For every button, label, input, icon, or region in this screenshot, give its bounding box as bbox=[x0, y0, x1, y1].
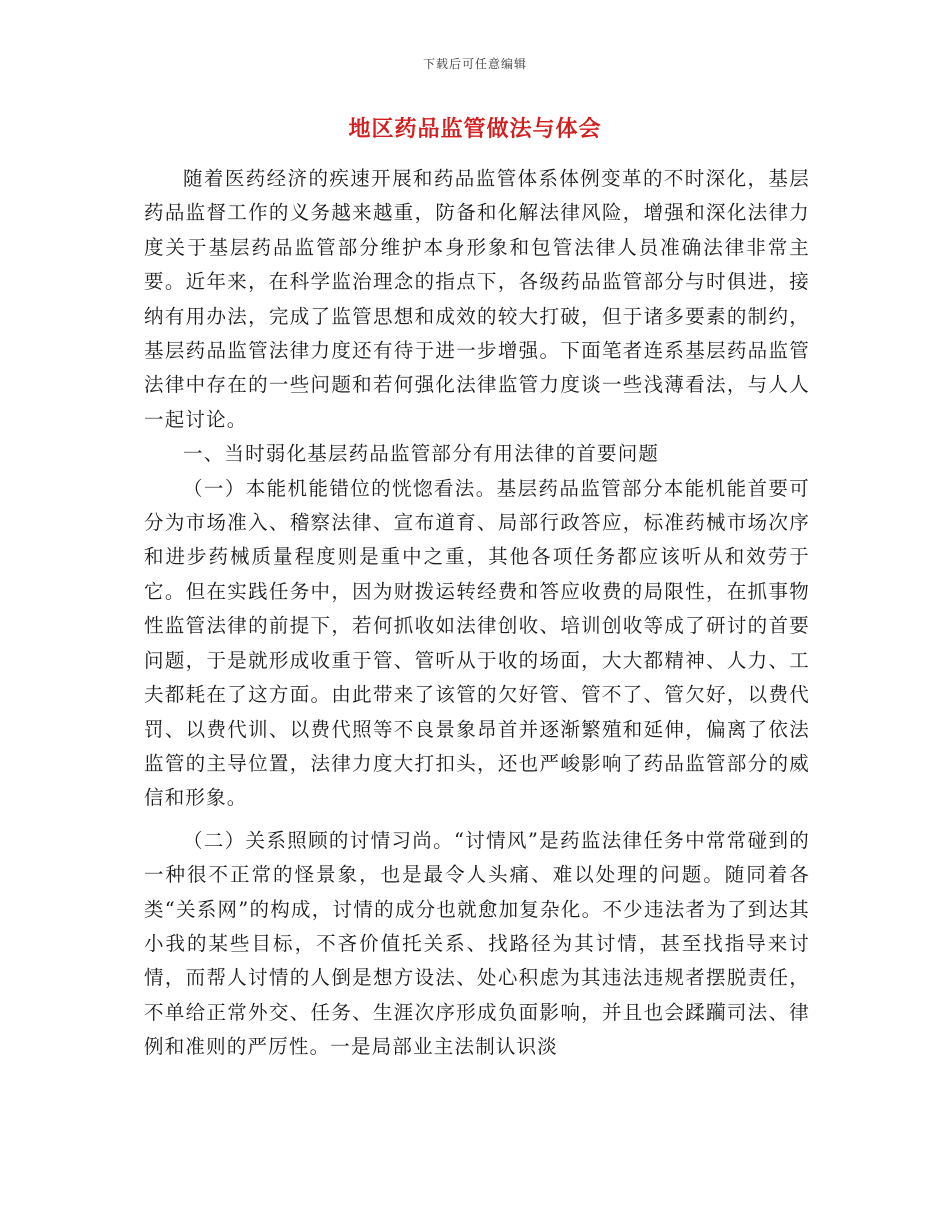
section-heading-1: 一、当时弱化基层药品监管部分有用法律的首要问题 bbox=[183, 442, 660, 466]
header-note: 下载后可任意编辑 bbox=[422, 57, 527, 71]
paragraph-section-1-2: （二）关系照顾的讨情习尚。“讨情风”是药监法律任务中常常碰到的一种很不正常的怪景象，也是最令人头痛、难以处理的问题。随同着各类“关系网”的构成，讨情的成分也就愈加复杂化。不少违法者为了到达其小我的某些目标，不吝价值托关系、找路径为其讨情，甚至找指导来讨情，而帮人讨情的人倒是想方设法、处心积虑为其违法违规者摆脱责任，不单给正常外交、任务、生涯次序形成负面影响，并且也会蹂躏司法、律例和准则的严厉性。一是局部业主法制认识淡 bbox=[144, 828, 810, 1059]
paragraph-section-1-1: （一）本能机能错位的恍惚看法。基层药品监管部分本能机能首要可分为市场准入、稽察法律、宣布道育、局部行政答应，标准药械市场次序和进步药械质量程度则是重中之重，其他各项任务都应该听从和效劳于它。但在实践任务中，因为财拨运转经费和答应收费的局限性，在抓事物性监管法律的前提下，若何抓收如法律创收、培训创收等成了研讨的首要问题，于是就形成收重于管、管听从于收的场面，大大都精神、人力、工夫都耗在了这方面。由此带来了该管的欠好管、管不了、管欠好，以费代罚、以费代训、以费代照等不良景象昂首并逐渐繁殖和延伸，偏离了依法监管的主导位置，法律力度大打扣头，还也严峻影响了药品监管部分的威信和形象。 bbox=[144, 476, 810, 810]
document-body bbox=[144, 162, 810, 1065]
paragraph-intro: 随着医药经济的疾速开展和药品监管体系体例变革的不时深化，基层药品监督工作的义务越来越重，防备和化解法律风险，增强和深化法律力度关于基层药品监管部分维护本身形象和包管法律人员准确法律非常主要。近年来，在科学监治理念的指点下，各级药品监管部分与时俱进，接纳有用办法，完成了监管思想和成效的较大打破，但于诸多要素的制约，基层药品监管法律力度还有待于进一步增强。下面笔者连系基层药品监管法律中存在的一些问题和若何强化法律监管力度谈一些浅薄看法，与人人一起讨论。 bbox=[144, 167, 810, 431]
document-title: 地区药品监管做法与体会 bbox=[348, 116, 602, 142]
